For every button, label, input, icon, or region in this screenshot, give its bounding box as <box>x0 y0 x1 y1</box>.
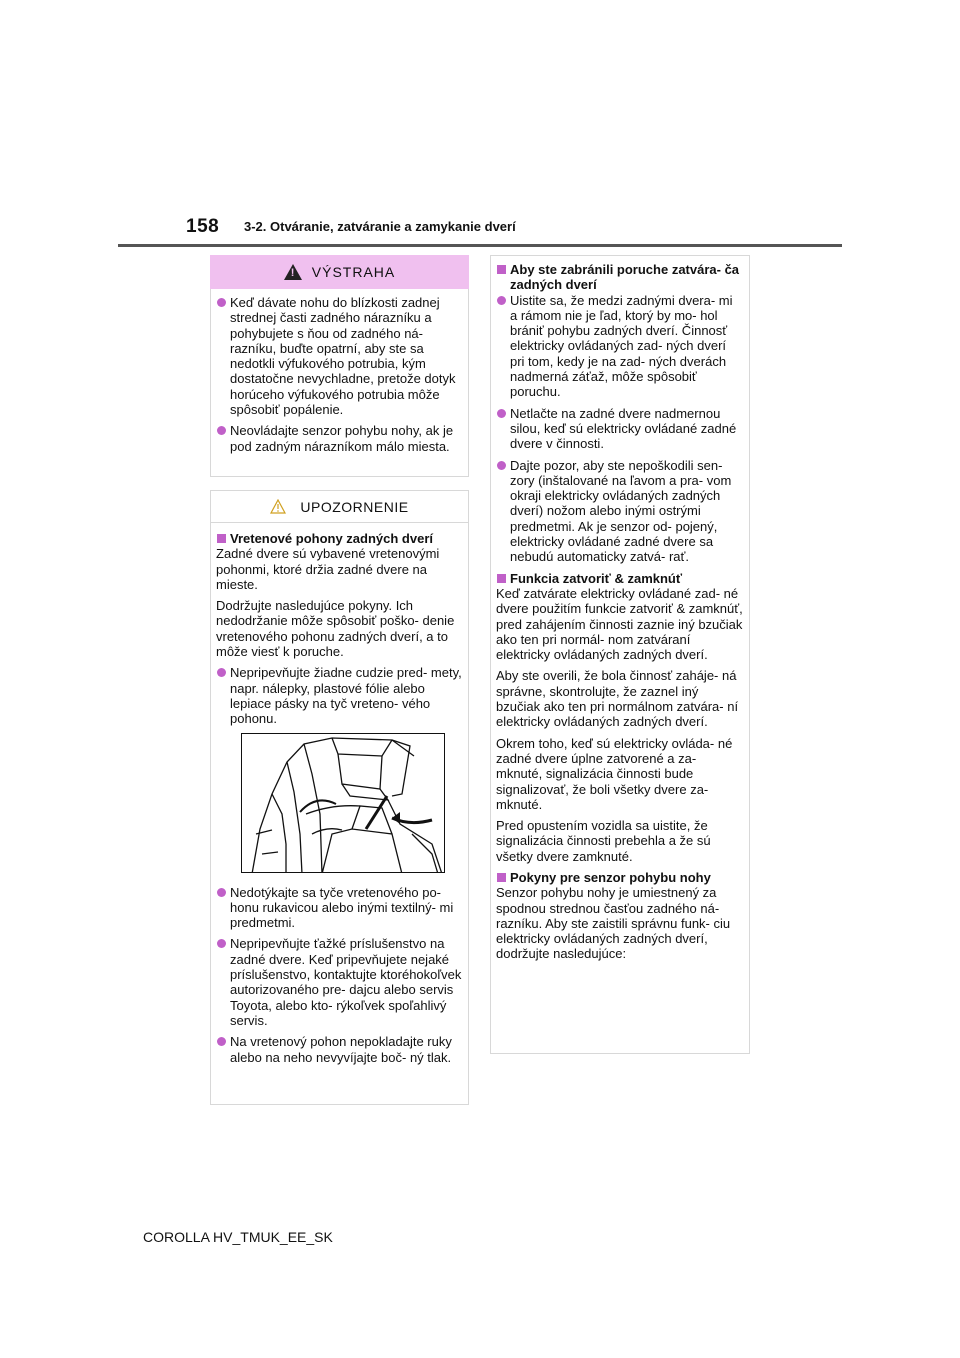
right-subhead: Pokyny pre senzor pohybu nohy <box>496 870 743 885</box>
header-rule <box>118 244 842 247</box>
tailgate-illustration <box>241 733 445 873</box>
notice-title: UPOZORNENIE <box>300 498 409 515</box>
right-paragraph: Keď zatvárate elektricky ovládané zad- né dvere použitím funkcie zatvoriť & zamknúť, pred zahájením činnosti zaznie iný bzučiak ako ten pri normál- nom zatváraní elektricky ovládaných zadných dverí. <box>496 585 743 663</box>
notice-paragraph: Dodržujte nasledujúce pokyny. Ich nedodržanie môže spôsobiť poško- denie vretenového pohonu zadných dverí, a to môže viesť k poruche. <box>216 598 455 660</box>
notice-bullet: Nepripevňujte žiadne cudzie pred- mety, napr. nálepky, plastové fólie alebo lepiace pásky na tyč vreteno- vého pohonu. <box>216 665 462 726</box>
warning-header <box>210 255 469 289</box>
right-paragraph: Senzor pohybu nohy je umiestnený za spodnou strednou časťou zadného ná- razníku. Aby ste zaistili správnu funk- ciu elektricky ovládaných zadných dverí, dodržujte nasledujúce: <box>496 885 731 962</box>
right-bullet: Dajte pozor, aby ste nepoškodili sen- zory (inštalované na ľavom a pra- vom okraji elektricky ovládaných zadných dverí) nožom alebo inými ostrými predmetmi. Ak je senzor od- pojený, elektricky ovládané zadné dvere sa nebudú automaticky zatvá- rať. <box>496 458 743 565</box>
caution-triangle-icon <box>270 499 286 514</box>
right-subhead: Aby ste zabránili poruche zatvára- ča zadných dverí <box>496 262 743 293</box>
warning-title: VÝSTRAHA <box>311 264 396 280</box>
notice-box <box>210 490 469 1105</box>
notice-paragraph: Zadné dvere sú vybavené vretenovými pohonmi, ktoré držia zadné dvere na mieste. <box>216 546 440 592</box>
warning-bullet: Neovládajte senzor pohybu nohy, ak je pod zadným nárazníkom málo miesta. <box>216 423 462 454</box>
notice-bullet: Nedotýkajte sa tyče vretenového po- honu rukavicou alebo inými textilný- mi predmetmi. <box>216 885 462 931</box>
right-paragraph: Aby ste overili, že bola činnosť zaháje- ná správne, skontrolujte, že zaznel iný bzučiak ako ten pri normálnom zatvára- ní elektricky ovládaných zadných dverí. <box>496 668 739 730</box>
warning-bullet: Keď dávate nohu do blízkosti zadnej strednej časti zadného nárazníku a pohybujete s ňou od zadného ná- razníku, buďte opatrní, aby ste sa nedotkli výfukového potrubia, kým dostatočne nevychladne, pretože dotyk horúceho výfukového potrubia môže spôsobiť popálenie. <box>216 295 462 417</box>
notice-bullet: Na vretenový pohon nepokladajte ruky alebo na neho nevyvíjajte boč- ný tlak. <box>216 1034 462 1065</box>
footer-model-code: COROLLA HV_TMUK_EE_SK <box>143 1229 333 1245</box>
page-number: 158 <box>186 216 220 237</box>
notice-header <box>211 491 468 523</box>
continued-notice-box <box>490 255 750 1054</box>
warning-box <box>210 255 469 477</box>
right-bullet: Netlačte na zadné dvere nadmernou silou, keď sú elektricky ovládané zadné dvere v činnosti. <box>496 406 743 452</box>
right-subhead: Funkcia zatvoriť & zamknúť <box>496 571 743 586</box>
warning-triangle-icon <box>284 264 302 280</box>
right-bullet: Uistite sa, že medzi zadnými dvera- mi a rámom nie je ľad, ktorý by mo- hol brániť pohybu zadných dverí. Činnosť elektricky ovládaných zad- ných dverí pri tom, kedy je na zad- ných dverách nadmerná záťaž, môže spôsobiť poruchu. <box>496 293 743 400</box>
notice-bullet: Nepripevňujte ťažké príslušenstvo na zadné dvere. Keď pripevňujete nejaké príslušenstvo, kontaktujte ktoréhokoľvek autorizovaného pre- dajcu alebo servis Toyota, alebo kto- rýkoľvek spoľahlivý servis. <box>216 936 462 1028</box>
section-title: 3-2. Otváranie, zatváranie a zamykanie dverí <box>244 219 516 234</box>
right-paragraph: Pred opustením vozidla sa uistite, že signalizácia činnosti prebehla a že sú všetky dvere zamknuté. <box>496 818 711 864</box>
right-paragraph: Okrem toho, keď sú elektricky ovláda- né zadné dvere úplne zatvorené a za- mknuté, signalizácia činnosti bude signalizovať, že boli všetky dvere za- mknuté. <box>496 735 733 812</box>
notice-subhead: Vretenové pohony zadných dverí <box>216 531 462 546</box>
